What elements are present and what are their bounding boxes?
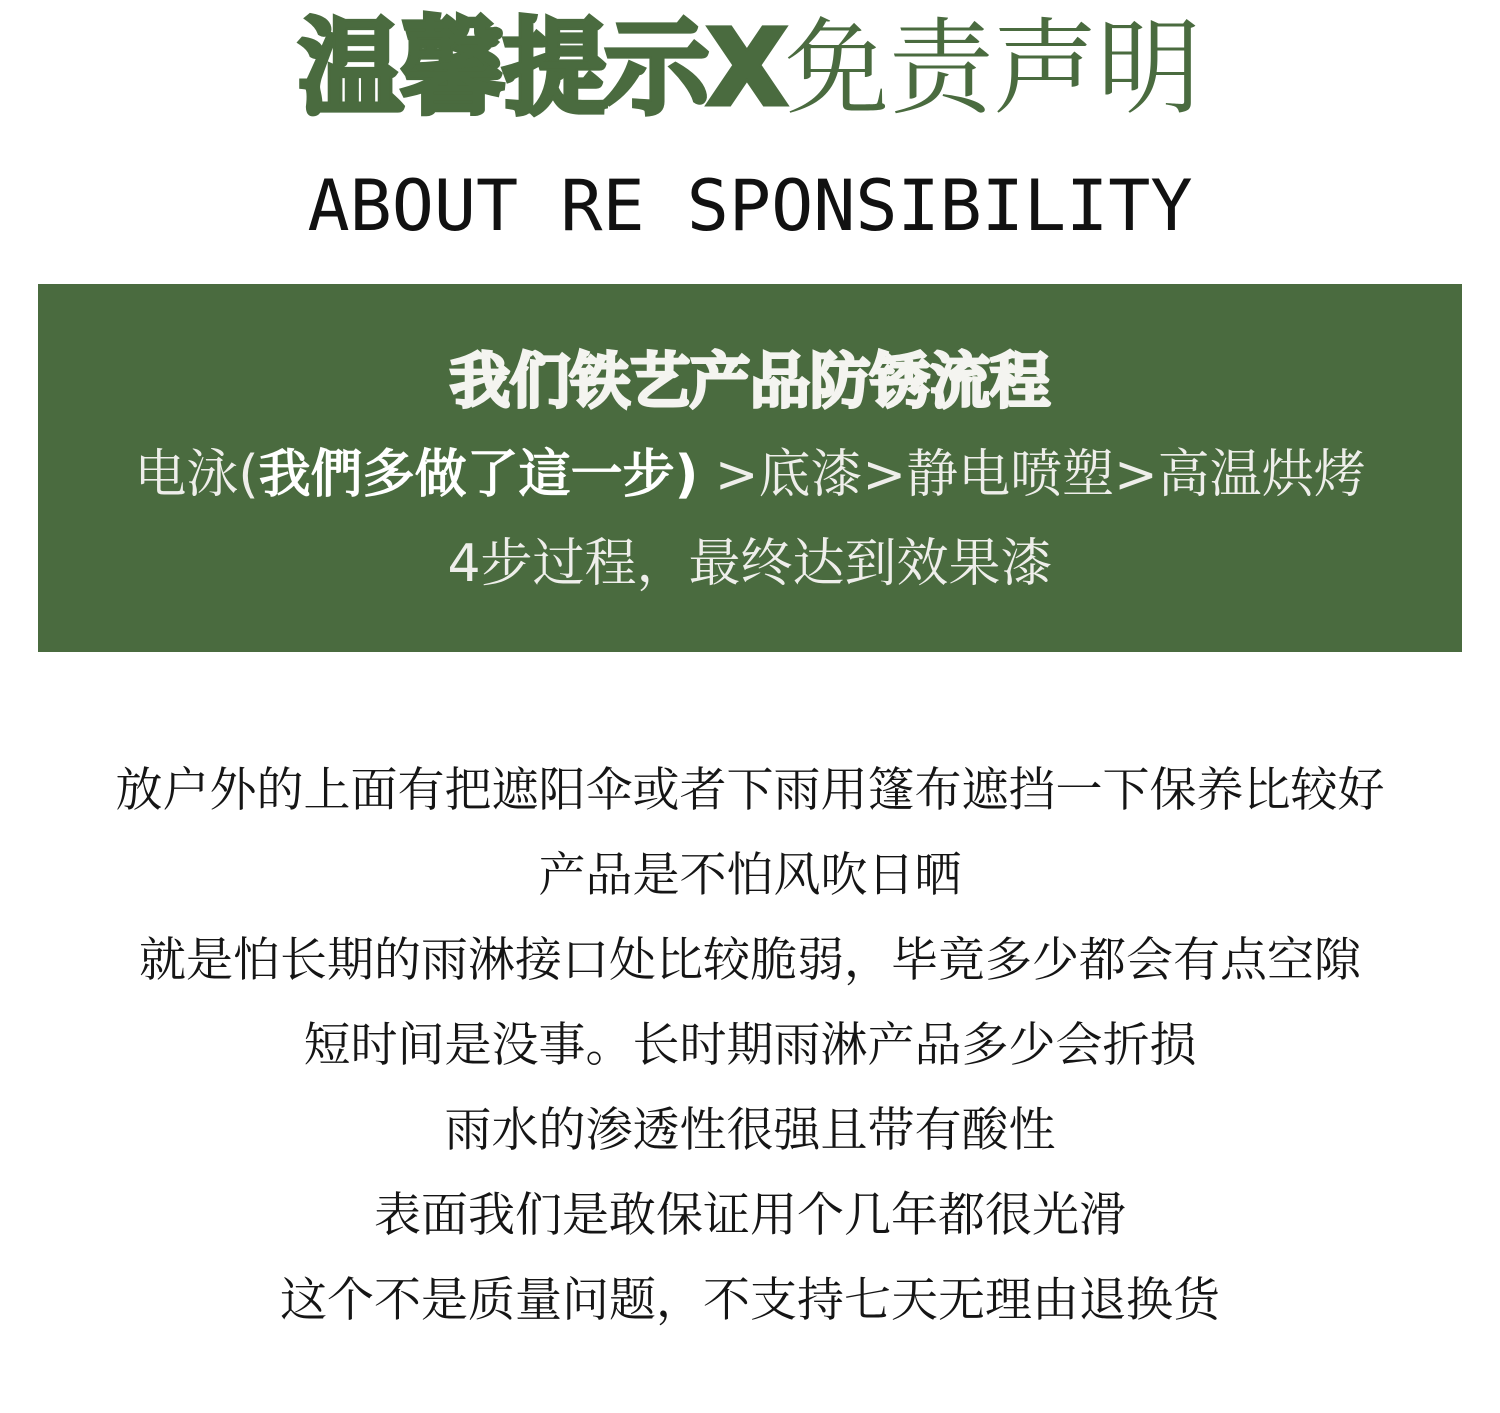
process-summary: 4步过程，最终达到效果漆 [447,534,1053,594]
notice-list [0,748,1500,1343]
panel-heading: 我们铁艺产品防锈流程 [450,347,1050,417]
process-steps [38,442,1462,508]
notice-line: 这个不是质量问题，不支持七天无理由退换货 [280,1273,1220,1328]
page-title [0,8,1500,128]
notice-line: 产品是不怕风吹日晒 [538,848,962,903]
title-bold-part: 温馨提示X [298,7,786,129]
step-emphasis: 我們多做了這一步) [258,445,699,505]
notice-line: 表面我们是敢保证用个几年都很光滑 [374,1188,1126,1243]
step-prefix: 电泳( [134,445,259,505]
notice-line: 放户外的上面有把遮阳伞或者下雨用篷布遮挡一下保养比较好 [115,763,1385,818]
notice-line: 就是怕长期的雨淋接口处比较脆弱，毕竟多少都会有点空隙 [139,933,1361,988]
notice-line: 雨水的渗透性很强且带有酸性 [444,1103,1056,1158]
process-panel [38,284,1462,652]
page-subtitle: ABOUT RE SPONSIBILITY [307,165,1193,247]
step-rest: >底漆>静电喷塑>高温烘烤 [698,445,1366,505]
title-light-part: 免责声明 [785,7,1202,129]
notice-line: 短时间是没事。长时期雨淋产品多少会折损 [303,1018,1197,1073]
